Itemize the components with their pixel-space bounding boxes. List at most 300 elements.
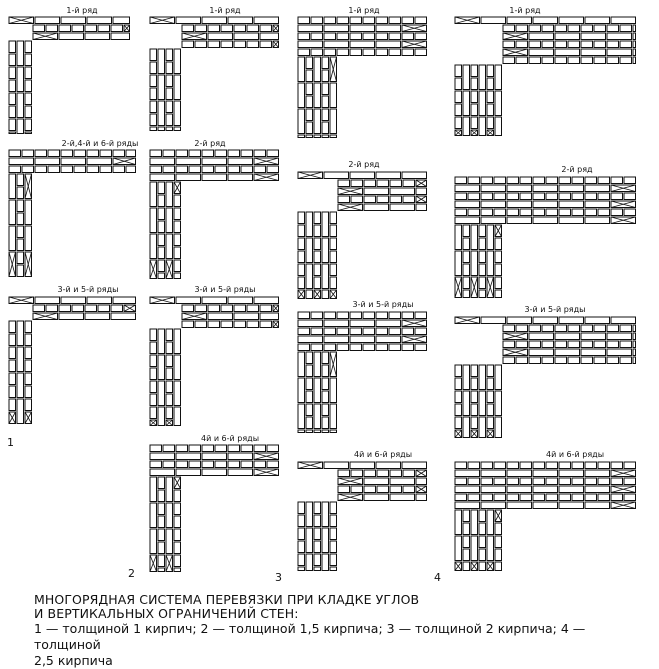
brick [166, 355, 173, 367]
brick [260, 305, 272, 312]
brick [479, 264, 486, 276]
brick [228, 445, 240, 452]
brick [455, 251, 462, 276]
brick [322, 135, 329, 138]
brick [546, 193, 558, 200]
brick [555, 57, 567, 64]
brick [529, 41, 541, 48]
brick [495, 549, 502, 561]
brick [174, 260, 181, 272]
cut-brick [338, 494, 363, 501]
brick [314, 430, 321, 433]
brick [585, 502, 610, 509]
cut-brick [298, 290, 305, 299]
brick [633, 349, 636, 356]
brick [507, 486, 532, 493]
brick [314, 515, 321, 527]
brick [598, 209, 610, 216]
brick [311, 17, 323, 24]
cut-brick [150, 420, 157, 426]
brick [215, 150, 227, 157]
brick [403, 470, 415, 477]
cut-brick [150, 555, 157, 572]
brick [607, 325, 619, 332]
brick [314, 251, 321, 263]
brick [163, 166, 175, 173]
brick [9, 80, 16, 92]
brick [260, 41, 272, 48]
brick [221, 321, 233, 328]
brick [306, 135, 313, 138]
brick [581, 33, 606, 40]
brick [620, 57, 632, 64]
brick [314, 225, 321, 237]
brick [529, 333, 554, 340]
brick [306, 365, 313, 377]
brick [520, 209, 532, 216]
brick [25, 93, 32, 105]
brick [364, 470, 376, 477]
brick [25, 200, 32, 225]
brick [158, 208, 165, 220]
brick [166, 182, 173, 207]
brick [59, 33, 84, 40]
brick [481, 177, 493, 184]
brick [176, 158, 201, 165]
brick [607, 41, 619, 48]
brick [17, 67, 24, 92]
brick [330, 238, 337, 250]
label-col4-row3: 3-й и 5-й ряды [524, 305, 586, 314]
brick [415, 312, 427, 319]
brick [611, 478, 623, 485]
brick [166, 234, 173, 259]
brick [416, 494, 427, 501]
brick [298, 336, 323, 343]
brick [322, 83, 329, 95]
brick [503, 41, 515, 48]
brick [479, 536, 486, 548]
brick [390, 494, 415, 501]
brick [100, 166, 112, 173]
brick [415, 344, 427, 351]
brick [337, 312, 349, 319]
brick [298, 378, 305, 403]
brick [176, 469, 201, 476]
brick [176, 297, 201, 304]
brick [598, 478, 610, 485]
brick [324, 344, 336, 351]
brick [479, 290, 486, 298]
brick [376, 33, 388, 40]
brick [542, 325, 554, 332]
brick [633, 41, 636, 48]
brick [598, 177, 610, 184]
brick [455, 65, 462, 77]
brick [158, 381, 165, 406]
brick [516, 57, 528, 64]
cut-brick [495, 510, 502, 522]
brick [174, 195, 181, 207]
brick [158, 260, 165, 272]
brick [455, 494, 467, 501]
brick [376, 344, 388, 351]
brick [507, 462, 519, 469]
brick [17, 41, 24, 66]
brick [87, 297, 112, 304]
brick [611, 462, 623, 469]
brick [568, 341, 580, 348]
brick [363, 328, 375, 335]
cut-brick [611, 201, 636, 208]
brick [376, 336, 401, 343]
brick [298, 404, 305, 429]
brick [9, 93, 16, 105]
brick [298, 528, 305, 540]
brick [533, 486, 558, 493]
brick [611, 193, 623, 200]
cut-brick [402, 25, 427, 32]
brick [314, 378, 321, 403]
brick [546, 478, 558, 485]
cut-brick [402, 41, 427, 48]
brick [479, 238, 486, 250]
brick [182, 321, 194, 328]
cut-brick [150, 260, 157, 279]
brick [158, 221, 165, 233]
brick [350, 25, 375, 32]
brick [559, 502, 584, 509]
brick [150, 503, 157, 528]
brick [22, 166, 34, 173]
brick [298, 212, 305, 224]
brick [322, 238, 329, 263]
label-col1-row3: 3-й и 5-й ряды [57, 285, 119, 294]
brick [620, 41, 632, 48]
cut-brick [273, 305, 279, 312]
brick [150, 394, 157, 406]
brick [520, 494, 532, 501]
brick [241, 461, 253, 468]
brick [330, 225, 337, 237]
cut-brick [402, 320, 427, 327]
brick [208, 321, 220, 328]
brick [455, 104, 462, 116]
brick [481, 17, 506, 24]
brick [479, 277, 486, 289]
brick [529, 341, 541, 348]
brick [481, 494, 493, 501]
label-col2-row3: 3-й и 5-й ряды [194, 285, 256, 294]
brick [363, 344, 375, 351]
brick [455, 378, 462, 390]
brick [48, 150, 60, 157]
brick [314, 83, 321, 108]
brick [85, 25, 97, 32]
brick [585, 486, 610, 493]
brick [607, 57, 619, 64]
brick [479, 391, 486, 416]
brick [481, 209, 493, 216]
brick [174, 75, 181, 100]
brick [611, 317, 636, 324]
brick [247, 305, 259, 312]
brick [463, 536, 470, 548]
brick [581, 41, 593, 48]
brick [568, 25, 580, 32]
brick [158, 477, 165, 489]
brick [322, 554, 329, 571]
brick [150, 166, 162, 173]
cut-brick [254, 158, 279, 165]
figure-number-4: 4 [434, 571, 441, 584]
brick [150, 114, 157, 126]
brick [390, 204, 415, 211]
brick [487, 378, 494, 390]
brick [9, 373, 16, 385]
brick [463, 523, 470, 535]
brick [215, 461, 227, 468]
cut-brick [416, 180, 427, 187]
figure-number-3: 3 [275, 571, 282, 584]
label-col3-row3: 3-й и 5-й ряды [352, 300, 414, 309]
brick [166, 329, 173, 341]
cut-brick [150, 17, 175, 24]
brick [471, 117, 478, 129]
brick [298, 17, 310, 24]
brick [298, 83, 305, 108]
brick [620, 341, 632, 348]
brick [150, 477, 157, 502]
brick [234, 33, 259, 40]
brick [364, 180, 376, 187]
brick [330, 430, 337, 433]
brick [85, 313, 110, 320]
brick [322, 404, 329, 416]
brick [298, 109, 305, 134]
brick [221, 305, 233, 312]
brick [572, 193, 584, 200]
brick [487, 117, 494, 129]
brick [150, 529, 157, 554]
brick [455, 201, 480, 208]
brick [572, 209, 584, 216]
brick [150, 150, 162, 157]
cut-brick [503, 333, 528, 340]
brick [163, 445, 175, 452]
brick [298, 57, 305, 82]
brick [471, 225, 478, 250]
brick [376, 172, 401, 179]
brick [479, 365, 486, 390]
brick [402, 462, 427, 469]
brick [17, 174, 24, 186]
brick [33, 25, 45, 32]
brick [150, 368, 157, 380]
brick [487, 91, 494, 103]
brick [481, 470, 506, 477]
brick [9, 119, 16, 131]
brick [633, 333, 636, 340]
brick [113, 166, 125, 173]
brick [298, 554, 305, 566]
brick [254, 461, 266, 468]
brick [463, 510, 470, 522]
brick [228, 461, 240, 468]
brick [202, 17, 227, 24]
brick [17, 200, 24, 212]
brick [9, 41, 16, 53]
cut-brick [611, 470, 636, 477]
brick [455, 510, 462, 535]
brick [533, 177, 545, 184]
brick [314, 352, 321, 377]
brick [377, 196, 389, 203]
brick [495, 365, 502, 390]
brick [376, 462, 401, 469]
brick [463, 562, 470, 571]
cut-brick [254, 453, 279, 460]
brick [495, 238, 502, 250]
brick [403, 196, 415, 203]
brick [324, 320, 349, 327]
brick [189, 150, 201, 157]
brick [559, 17, 584, 24]
brick [455, 462, 467, 469]
brick [507, 193, 519, 200]
brick [314, 567, 321, 571]
brick [363, 17, 375, 24]
brick [479, 523, 486, 535]
brick [158, 101, 165, 126]
brick [555, 325, 567, 332]
brick [74, 166, 86, 173]
brick [594, 357, 606, 364]
brick [555, 25, 567, 32]
brick [314, 212, 321, 224]
brick [17, 252, 24, 264]
brick [298, 515, 305, 527]
brick [594, 41, 606, 48]
brick [166, 62, 173, 74]
cut-brick [487, 430, 494, 438]
cut-brick [314, 290, 321, 299]
brick [298, 328, 310, 335]
brick [507, 201, 532, 208]
brick [594, 25, 606, 32]
label-col2-row1: 1-й ряд [209, 6, 241, 15]
brick [389, 33, 401, 40]
brick [581, 333, 606, 340]
brick [607, 341, 619, 348]
brick [471, 391, 478, 403]
brick [306, 96, 313, 108]
brick [415, 17, 427, 24]
brick [507, 470, 532, 477]
brick [611, 17, 636, 24]
cut-brick [124, 305, 136, 312]
brick [208, 305, 220, 312]
brick [9, 321, 16, 333]
brick [507, 317, 532, 324]
brick [559, 217, 584, 224]
brick [481, 478, 493, 485]
brick [166, 381, 173, 393]
brick [581, 25, 593, 32]
brick [202, 445, 214, 452]
brick [376, 320, 401, 327]
brick [572, 462, 584, 469]
brick [314, 264, 321, 276]
brick [247, 41, 259, 48]
cut-brick [402, 336, 427, 343]
brick [182, 41, 194, 48]
brick [487, 251, 494, 276]
cut-brick [471, 562, 478, 571]
brick [390, 478, 415, 485]
brick [351, 486, 363, 493]
brick [546, 494, 558, 501]
brick [158, 529, 165, 541]
brick [314, 238, 321, 250]
brick [481, 217, 506, 224]
brick [455, 193, 467, 200]
brick [324, 25, 349, 32]
brick [415, 49, 427, 56]
cut-brick [25, 252, 32, 277]
brick [298, 277, 305, 289]
cut-brick [455, 317, 480, 324]
brick [61, 158, 86, 165]
brick [572, 478, 584, 485]
cut-brick [273, 41, 279, 48]
brick [455, 391, 462, 403]
brick [594, 341, 606, 348]
brick [389, 17, 401, 24]
figure-caption [34, 593, 634, 669]
brick [74, 150, 86, 157]
cut-brick [33, 33, 58, 40]
cut-brick [338, 478, 363, 485]
brick [166, 127, 173, 131]
brick [495, 523, 502, 535]
brick [9, 386, 16, 398]
brick [306, 352, 313, 364]
brick [202, 166, 214, 173]
brick [607, 25, 619, 32]
brick [166, 394, 173, 406]
brick [487, 104, 494, 116]
brick [113, 297, 136, 304]
brick [607, 49, 632, 56]
brick [298, 25, 323, 32]
brick [607, 33, 632, 40]
brick [455, 209, 467, 216]
brick [150, 445, 162, 452]
brick [228, 453, 253, 460]
brick [471, 65, 478, 77]
cut-brick [611, 486, 636, 493]
brick [468, 193, 480, 200]
brick [298, 312, 310, 319]
brick [455, 478, 467, 485]
brick-layout [9, 17, 636, 572]
brick [364, 494, 389, 501]
brick [463, 365, 470, 390]
brick [176, 461, 188, 468]
brick [241, 150, 253, 157]
cut-brick [471, 130, 478, 136]
